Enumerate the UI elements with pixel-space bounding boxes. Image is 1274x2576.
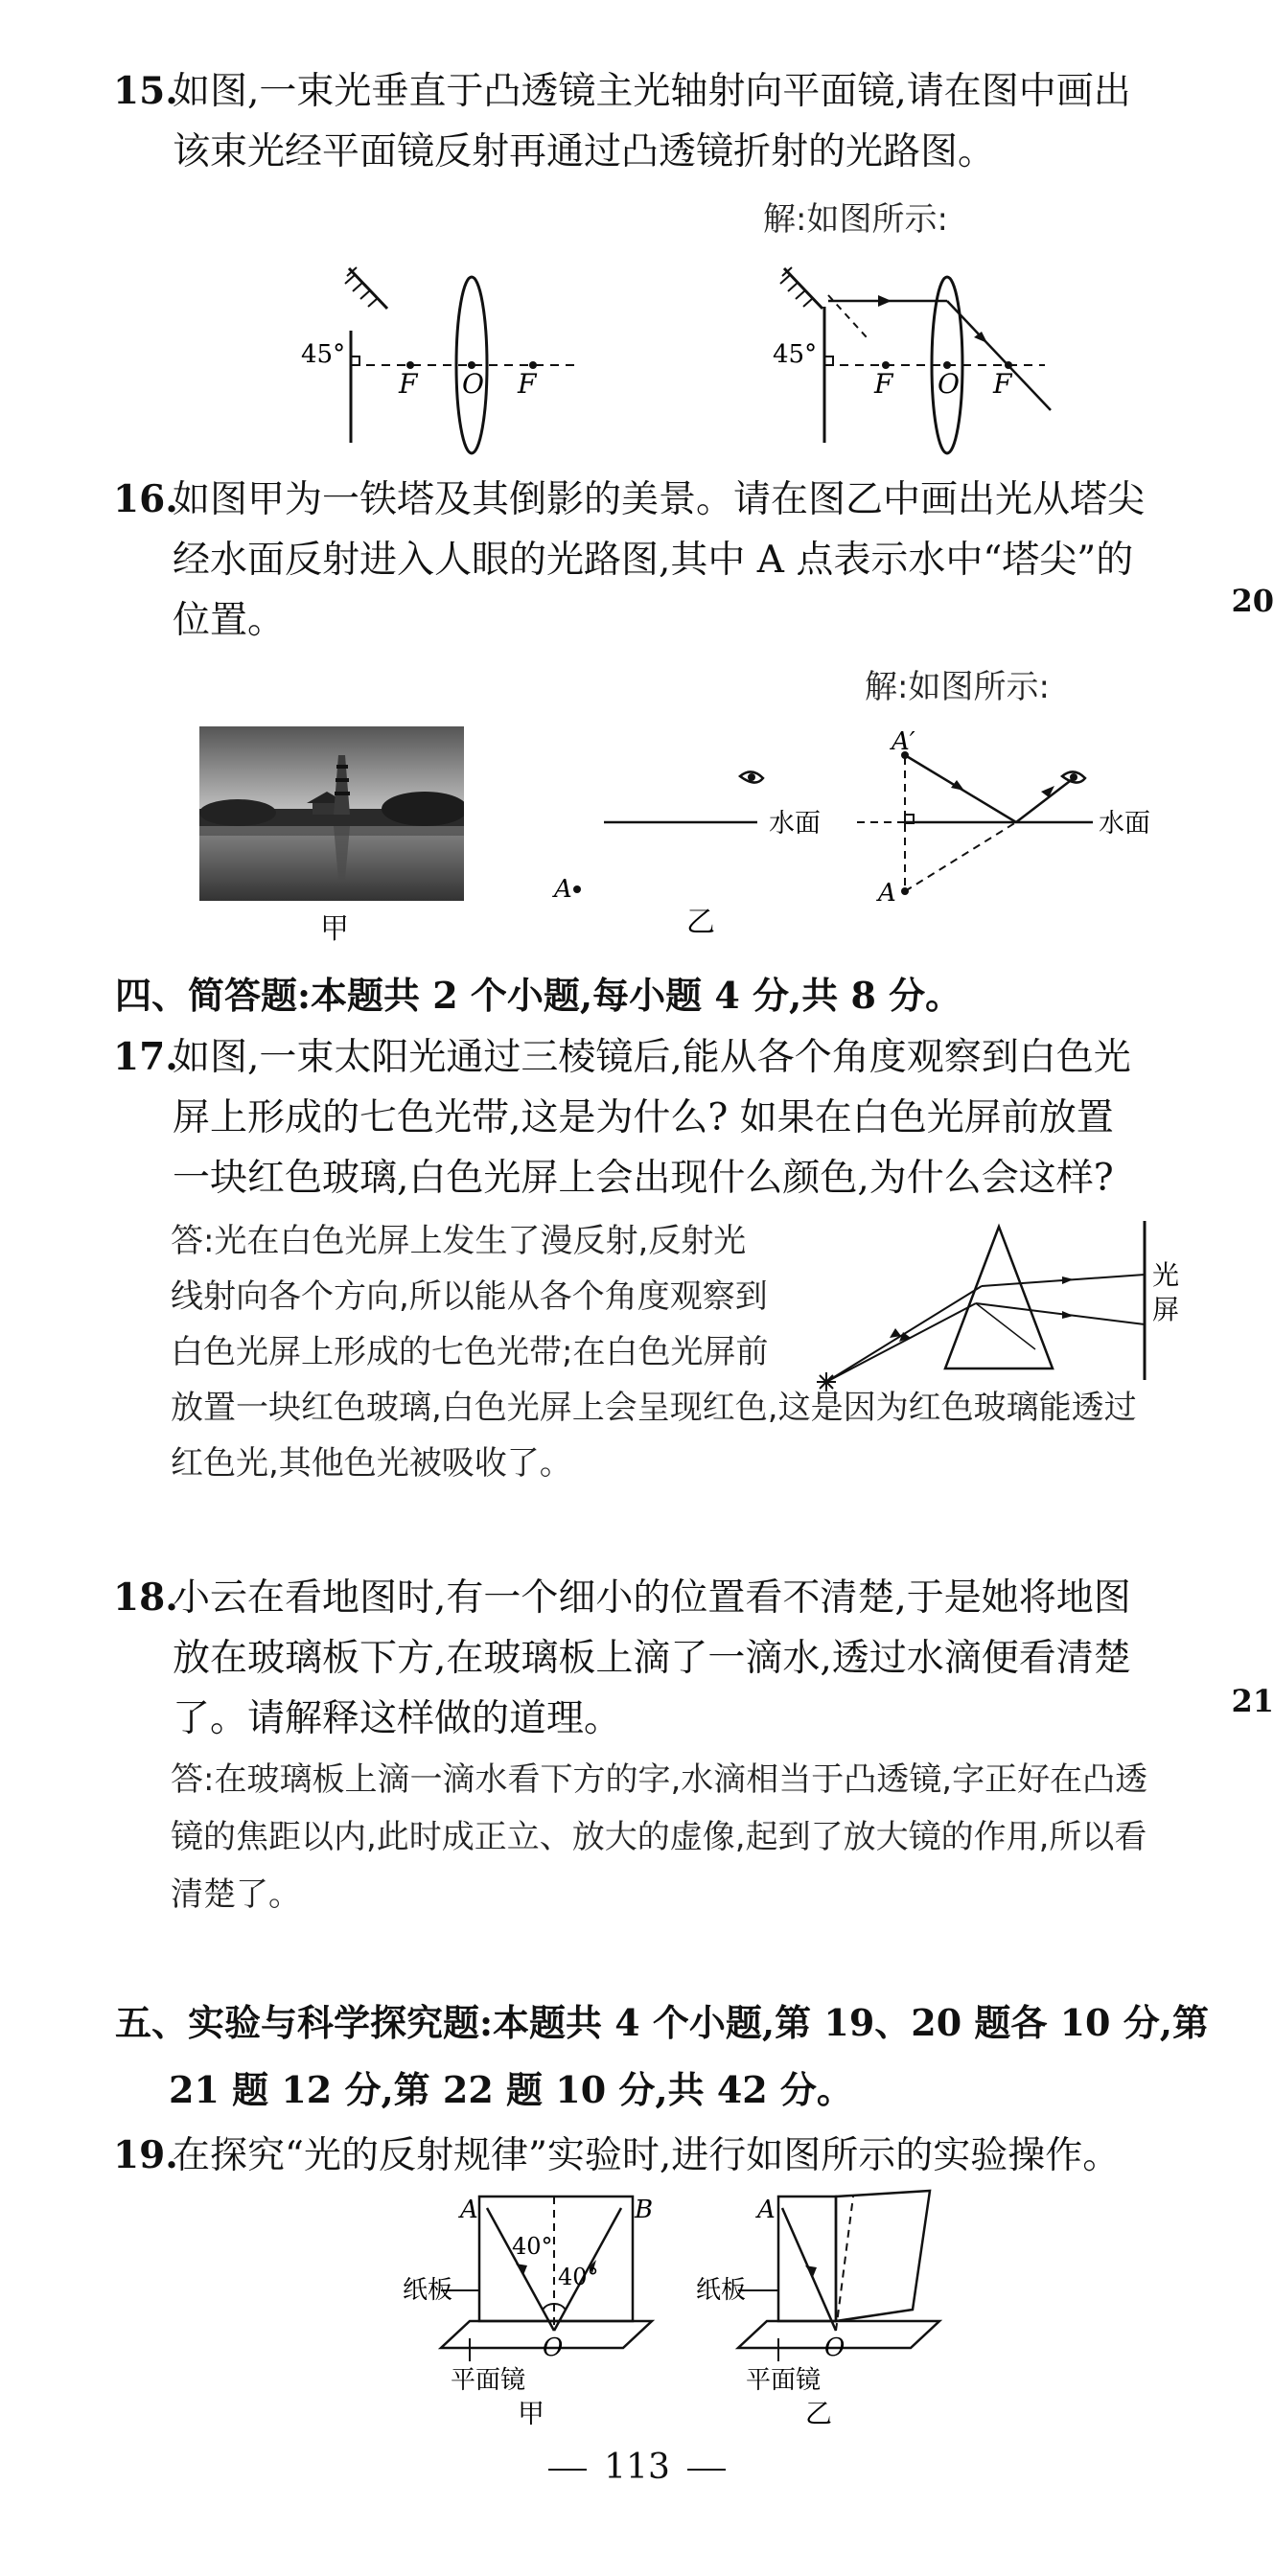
margin-number: 20: [1231, 583, 1274, 619]
caption: 乙: [805, 2398, 833, 2425]
caption: 甲: [320, 912, 349, 946]
center-label: O: [938, 368, 960, 400]
section-heading: 四、简答题:本题共 2 个小题,每小题 4 分,共 8 分。: [115, 974, 962, 1017]
prism-figure: [805, 1217, 1208, 1418]
angle-label: 40°: [558, 2264, 599, 2290]
question-text: 经水面反射进入人眼的光路图,其中 A 点表示水中“塔尖”的: [173, 539, 1134, 582]
question-19: [115, 2126, 1179, 2186]
q19-figure-jia: [403, 2196, 653, 2425]
question-text: 如图,一束光垂直于凸透镜主光轴射向平面镜,请在图中画出: [173, 70, 1131, 113]
board-label: 纸板: [403, 2276, 453, 2305]
answer-text: 答:在玻璃板上滴一滴水看下方的字,水滴相当于凸透镜,字正好在凸透: [171, 1760, 1148, 1799]
q16-figure-question: [552, 771, 821, 939]
question-text: 放在玻璃板下方,在玻璃板上滴了一滴水,透过水滴便看清楚: [173, 1637, 1131, 1680]
question-16: [115, 470, 1179, 651]
question-number: 15.: [113, 69, 178, 113]
question-text: 如图,一束太阳光通过三棱镜后,能从各个角度观察到白色光: [173, 1036, 1131, 1079]
answer-label: 解:如图所示:: [865, 668, 1050, 706]
section-heading: 五、实验与科学探究题:本题共 4 个小题,第 19、20 题各 10 分,第: [115, 2001, 1209, 2044]
center-label: O: [462, 368, 484, 400]
point-label: A: [878, 879, 896, 908]
answer-text: 镜的焦距以内,此时成正立、放大的虚像,起到了放大镜的作用,所以看: [171, 1818, 1147, 1856]
q15-figure-question: [301, 267, 575, 453]
answer-text: 清楚了。: [171, 1875, 301, 1914]
water-label: 水面: [769, 809, 821, 839]
board-label: 纸板: [696, 2276, 747, 2305]
question-text: 了。请解释这样做的道理。: [173, 1697, 622, 1740]
answer-label: 解:如图所示:: [763, 200, 948, 239]
question-17: [115, 1027, 1179, 1208]
angle-label: 45°: [301, 340, 346, 369]
point-label: O: [543, 2334, 564, 2362]
caption: 甲: [518, 2398, 545, 2425]
question-text: 屏上形成的七色光带,这是为什么? 如果在白色光屏前放置: [173, 1096, 1114, 1139]
angle-label: 40°: [512, 2233, 553, 2260]
q15-figure-answer: [773, 267, 1051, 453]
focus-label: F: [874, 368, 893, 400]
mirror-label: 平面镜: [451, 2366, 526, 2395]
question-text: 位置。: [173, 599, 286, 642]
point-label: A: [757, 2196, 776, 2224]
answer-text: 答:光在白色光屏上发生了漫反射,反射光: [171, 1222, 747, 1260]
focus-label: F: [399, 368, 418, 400]
caption: 乙: [686, 906, 715, 939]
question-text: 如图甲为一铁塔及其倒影的美景。请在图乙中画出光从塔尖: [173, 478, 1146, 521]
q16-figures: [0, 709, 1274, 949]
footer-dash: [687, 2469, 726, 2471]
mirror-label: 平面镜: [746, 2366, 822, 2395]
answer-text: 白色光屏上形成的七色光带;在白色光屏前: [171, 1333, 769, 1371]
question-number: 18.: [113, 1576, 178, 1620]
footer-dash: [548, 2469, 587, 2471]
angle-label: 45°: [773, 340, 818, 369]
question-18: [115, 1568, 1179, 1749]
answer-text: 红色光,其他色光被吸收了。: [171, 1444, 572, 1483]
page-number-footer: [0, 2448, 1274, 2487]
question-text: 该束光经平面镜反射再通过凸透镜折射的光路图。: [173, 130, 996, 173]
q19-figures: [0, 2185, 1274, 2425]
question-text: 一块红色玻璃,白色光屏上会出现什么颜色,为什么会这样?: [173, 1157, 1114, 1200]
focus-label: F: [993, 368, 1012, 400]
section-heading: 21 题 12 分,第 22 题 10 分,共 42 分。: [169, 2068, 853, 2111]
screen-label: 光: [1152, 1259, 1180, 1291]
water-label: 水面: [1099, 809, 1150, 839]
margin-number: 21: [1231, 1683, 1274, 1719]
q15-figures: [0, 0, 1274, 460]
question-text: 小云在看地图时,有一个细小的位置看不清楚,于是她将地图: [173, 1576, 1131, 1620]
answer-text: 线射向各个方向,所以能从各个角度观察到: [171, 1277, 768, 1316]
point-label: A: [554, 875, 572, 904]
question-number: 17.: [113, 1035, 178, 1079]
point-label: A′: [892, 727, 915, 756]
question-text: 在探究“光的反射规律”实验时,进行如图所示的实验操作。: [173, 2134, 1121, 2177]
page-number: 113: [604, 2448, 670, 2487]
q16-figure-answer: [857, 727, 1150, 908]
point-label: A: [460, 2196, 478, 2224]
point-label: O: [824, 2334, 845, 2362]
point-label: B: [635, 2196, 654, 2224]
question-number: 19.: [113, 2133, 178, 2177]
answer-text: 放置一块红色玻璃,白色光屏上会呈现红色,这是因为红色玻璃能透过: [171, 1389, 1137, 1427]
q19-figure-yi: [696, 2191, 939, 2425]
screen-label: 屏: [1152, 1294, 1180, 1325]
focus-label: F: [518, 368, 537, 400]
question-number: 16.: [113, 477, 178, 521]
